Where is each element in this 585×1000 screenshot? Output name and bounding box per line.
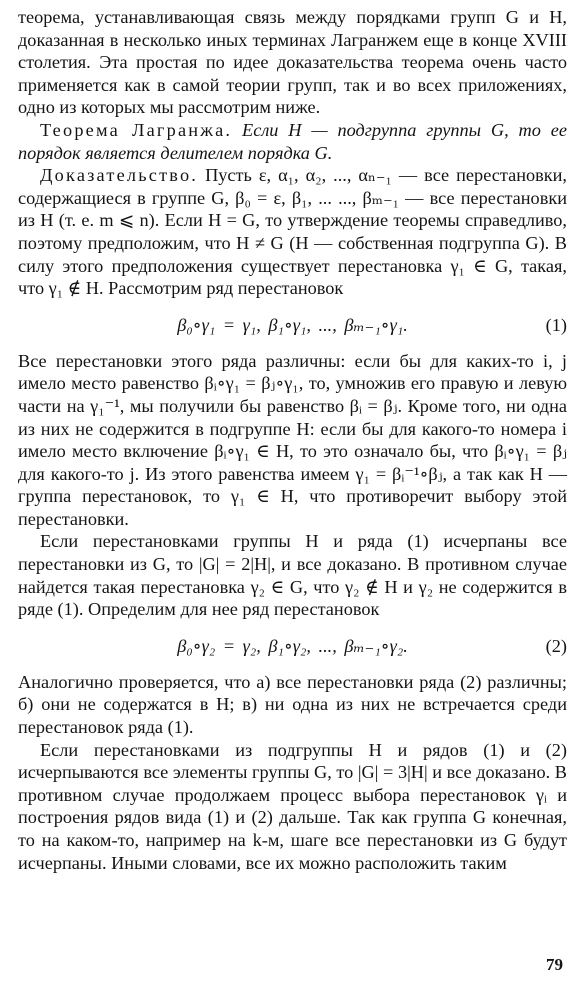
proof-start	[18, 164, 567, 300]
page-body	[18, 6, 567, 874]
equation-number-2: (2)	[545, 635, 567, 656]
paragraph-second-row: Если перестановками группы H и ряда (1) исчерпаны все перестановки из G, то |G| = 2|H|, и все доказано. В противном случае найдется такая перестановка γ₂ ∈ G, что γ₂ ∉ H и γ₂ не содержится в ряде (1). Определим для нее ряд перестановок	[18, 531, 567, 620]
theorem-text: Если H — подгруппа группы G, то ее порядок является делителем порядка G.	[18, 119, 567, 163]
equation-number-1: (1)	[545, 314, 567, 335]
formula-1-body: β₀∘γ₁ = γ₁, β₁∘γ₁, ..., βₘ₋₁∘γ₁.	[177, 314, 408, 335]
proof-title: Доказательство.	[40, 165, 199, 186]
paragraph-distinctness: Все перестановки этого ряда различны: если бы для каких-то i, j имело место равенство βᵢ∘γ₁ = βⱼ∘γ₁, то, умножив его правую и левую части на γ₁⁻¹, мы получили бы равенство βᵢ = βⱼ. Кроме того, ни одна из них не содержится в подгруппе H: если бы для какого-то номера i имело место включение βᵢ∘γ₁ ∈ H, то это означало бы, что βᵢ∘γ₁ = βⱼ для какого-то j. Из этого равенства имеем γ₁ = βᵢ⁻¹∘βⱼ, а так как H — группа перестановок, то γ₁ ∈ H, что противоречит выбору этой перестановки.	[18, 350, 567, 529]
formula-2-body: β₀∘γ₂ = γ₂, β₁∘γ₂, ..., βₘ₋₁∘γ₂.	[177, 635, 408, 656]
theorem-title: Теорема Лагранжа.	[40, 119, 233, 140]
theorem-statement	[18, 119, 567, 164]
page-number: 79	[546, 955, 563, 974]
paragraph-intro-continuation: теорема, устанавливающая связь между порядками групп G и H, доказанная в несколько иных терминах Лагранжем еще в конце XVIII столетия. Эта простая по идее доказательства теорема очень часто применяется как в самой теории групп, так и во всех приложениях, одно из которых мы рассмотрим ниже.	[18, 7, 567, 118]
proof-text: Пусть ε, α₁, α₂, ..., αₙ₋₁ — все перестановки, содержащиеся в группе G, β₀ = ε, β₁, ... ..., βₘ₋₁ — все перестановки из H (т. е. m ⩽ n). Если H = G, то утверждение теоремы справедливо, поэтому предположим, что H ≠ G (H — собственная подгруппа G). В силу этого предположения существует перестановка γ₁ ∈ G, такая, что γ₁ ∉ H. Рассмотрим ряд перестановок	[18, 165, 567, 299]
paragraph-analogous-check: Аналогично проверяется, что а) все перестановки ряда (2) различны; б) они не содержатся в H; в) ни одна из них не встречается среди перестановок ряда (1).	[18, 671, 567, 738]
paragraph-continuation: Если перестановками из подгруппы H и рядов (1) и (2) исчерпываются все элементы группы G, то |G| = 3|H| и все доказано. В противном случае продолжаем процесс выбора перестановок γᵢ и построения рядов вида (1) и (2) дальше. Так как группа G конечная, то на каком-то, например на k-м, шаге все перестановки из G будут исчерпаны. Иными словами, все их можно расположить таким	[18, 739, 567, 873]
formula-2	[18, 634, 567, 658]
formula-1	[18, 313, 567, 337]
